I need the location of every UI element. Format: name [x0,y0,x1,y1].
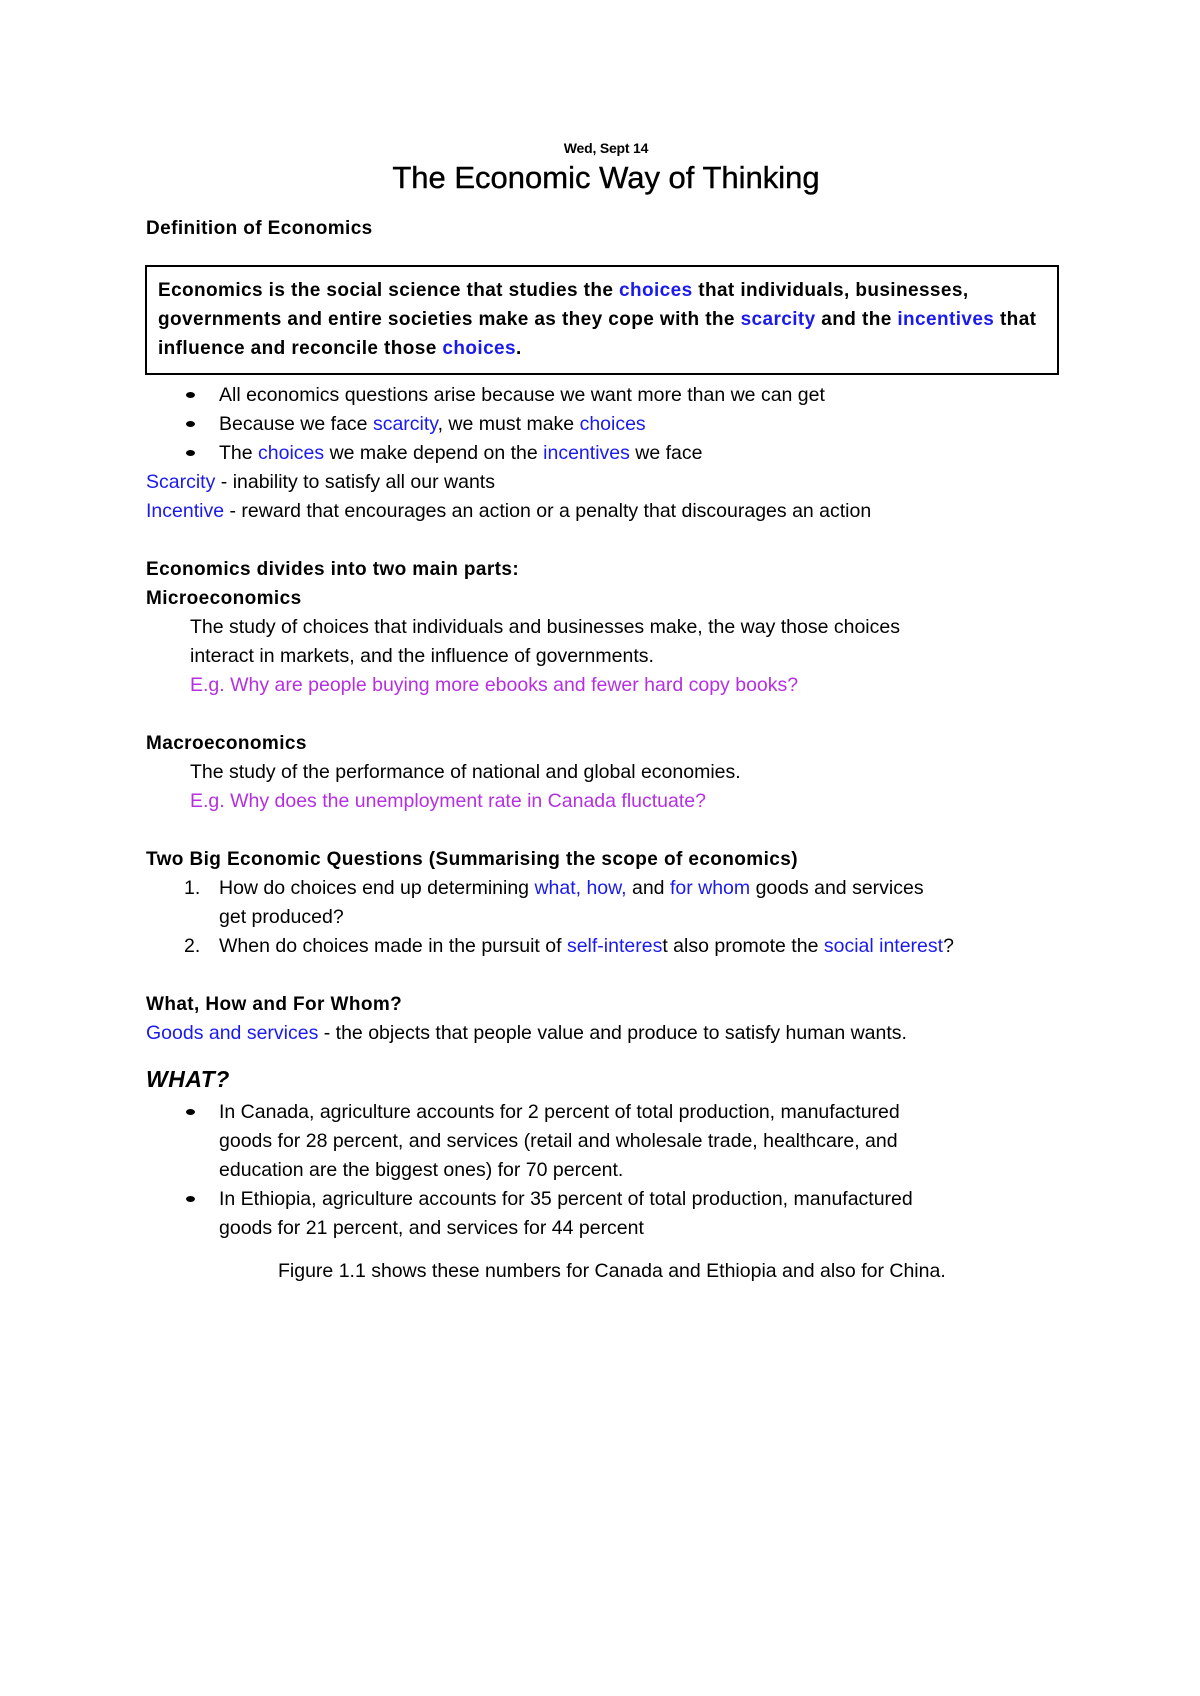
bullet-text: All economics questions arise because we want more than we can get [219,384,825,406]
term-self-interest: self-interes [566,935,663,957]
list-item [146,381,1066,410]
term-incentives: incentives [543,442,630,464]
bullet-icon [186,421,195,427]
bullet-icon [186,1109,195,1115]
definition-bullets [146,381,1066,468]
question-text: and [626,877,670,899]
bullet-text: The [219,442,259,464]
bullet-icon [186,450,195,456]
bullet-text: , we must make [437,413,580,435]
question-text: t also promote the [662,935,824,957]
list-item [146,932,1066,961]
goods-definition [146,1019,1066,1048]
question-text: When do choices made in the pursuit of [219,935,567,957]
bullet-text: we make depend on the [324,442,544,464]
list-item [146,439,1066,468]
def-term-incentives: incentives [897,309,995,330]
incentive-def-text: - reward that encourages an action or a penalty that discourages an action [224,500,872,522]
bullet-icon [186,392,195,398]
def-term-scarcity: scarcity [740,309,816,330]
question-text: How do choices end up determining [219,877,535,899]
page-title: The Economic Way of Thinking [392,160,820,195]
document-content [146,140,1066,1286]
question-text: ? [943,935,954,957]
micro-description: The study of choices that individuals and businesses make, the way those choices [190,616,900,638]
figure-note: Figure 1.1 shows these numbers for Canada and Ethiopia and also for China. [278,1260,946,1282]
list-item [146,1185,1066,1243]
goods-term: Goods and services [146,1022,319,1044]
bullet-text: education are the biggest ones) for 70 percent. [219,1159,624,1181]
whom-heading: What, How and For Whom? [146,994,403,1015]
term-social-interest: social interest [823,935,944,957]
term-choices: choices [258,442,325,464]
term-for-whom: for whom [669,877,751,899]
incentive-definition [146,497,1066,526]
questions-heading: Two Big Economic Questions (Summarising the scope of economics) [146,849,798,870]
def-term-choices-2: choices [442,338,516,359]
list-item [146,874,1066,932]
scarcity-definition [146,468,1066,497]
bullet-icon [186,1196,195,1202]
macro-heading: Macroeconomics [146,733,307,754]
term-choices: choices [579,413,646,435]
def-term-choices: choices [618,280,693,301]
def-text-2: that individuals, businesses, governments and entire societies make as they cope with the [158,280,969,330]
bullet-text: In Ethiopia, agriculture accounts for 35 percent of total production, manufactured [219,1188,913,1210]
scarcity-def-text: - inability to satisfy all our wants [215,471,495,493]
questions-list [146,874,1066,961]
def-text-4: that influence and reconcile those [158,309,1037,359]
bullet-text: Because we face [219,413,373,435]
list-item [146,410,1066,439]
parts-heading: Economics divides into two main parts: [146,559,520,580]
macro-example: E.g. Why does the unemployment rate in Canada fluctuate? [190,790,706,812]
what-heading: WHAT? [146,1066,230,1092]
incentive-term: Incentive [146,500,225,522]
def-text-5: . [515,338,522,359]
term-scarcity: scarcity [372,413,438,435]
date-label: Wed, Sept 14 [563,140,649,156]
term-what-how: what, how, [534,877,627,899]
micro-description-2: interact in markets, and the influence of governments. [190,645,654,667]
def-text-3: and the [815,309,898,330]
list-number: 2. [184,935,201,957]
bullet-text: In Canada, agriculture accounts for 2 percent of total production, manufactured [219,1101,900,1123]
list-item [146,1098,1066,1185]
question-text: get produced? [219,906,344,928]
bullet-text: we face [629,442,703,464]
list-number: 1. [184,877,201,899]
bullet-text: goods for 28 percent, and services (retail and wholesale trade, healthcare, and [219,1130,898,1152]
def-text-1: Economics is the social science that studies the [158,280,619,301]
what-bullets [146,1098,1066,1243]
micro-example: E.g. Why are people buying more ebooks and fewer hard copy books? [190,674,799,696]
macro-description: The study of the performance of national and global economies. [190,761,741,783]
micro-heading: Microeconomics [146,588,302,609]
goods-def-text: - the objects that people value and produce to satisfy human wants. [318,1022,907,1044]
bullet-text: goods for 21 percent, and services for 44 percent [219,1217,644,1239]
definition-heading: Definition of Economics [146,218,373,239]
definition-box [145,265,1059,375]
scarcity-term: Scarcity [146,471,216,493]
question-text: goods and services [750,877,924,899]
